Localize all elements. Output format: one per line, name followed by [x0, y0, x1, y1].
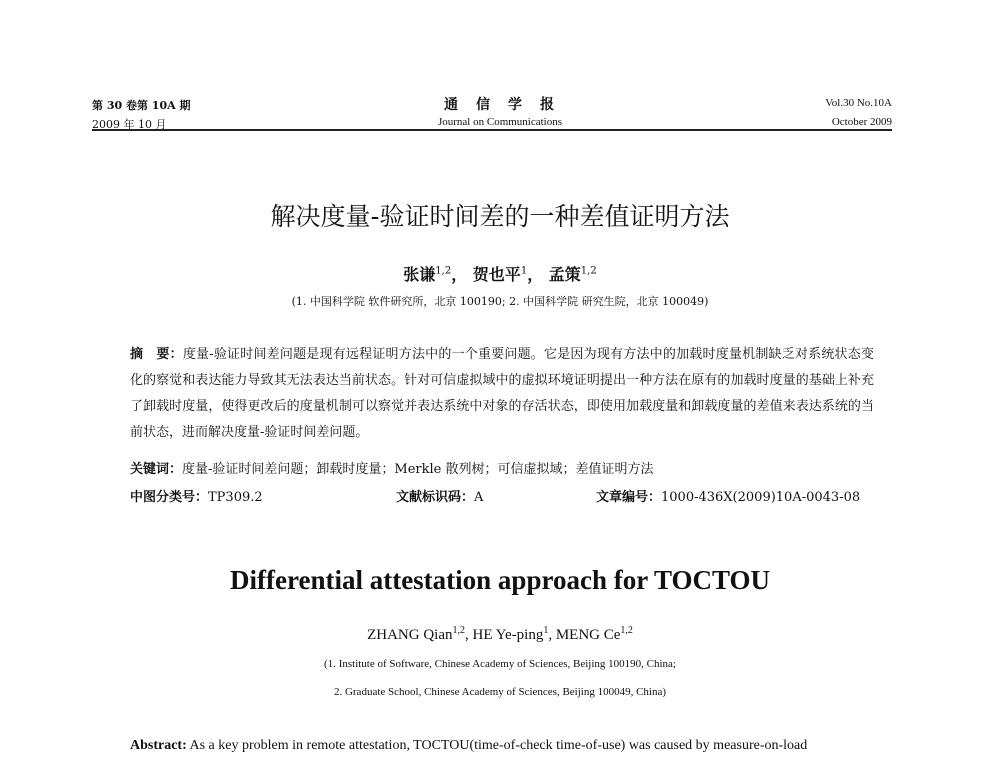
journal-date-cn: 2009 年 10 月 [92, 118, 167, 131]
abstract-text-en: As a key problem in remote attestation, TOCTOU(time-of-check time-of-use) was caused by measure-on-load [189, 738, 808, 753]
journal-name-cn: 通 信 学 报 [444, 97, 556, 113]
abstract-label-cn: 摘 要： [130, 347, 183, 362]
author-en: HE Ye-ping$^1$, [472, 625, 556, 643]
keywords-text-cn: 度量-验证时间差问题；卸载时度量；Merkle 散列树；可信虚拟域；差值证明方法 [182, 462, 654, 477]
abstract-label-en: Abstract: [130, 738, 187, 753]
journal-volume-cn: 第 30 卷第 10A 期 [92, 99, 191, 112]
header-rule [92, 129, 892, 131]
journal-name-en: Journal on Communications [437, 116, 563, 128]
journal-date-en: October 2009 [831, 116, 892, 128]
article-number: 文章编号：1000-436X(2009)10A-0043-08 [596, 490, 861, 505]
author-cn: 张谦$^{1,2}$， [403, 265, 468, 284]
authors-cn [0, 262, 1000, 285]
author-en: MENG Ce$^{1,2}$ [555, 625, 633, 643]
author-cn: 贺也平$^1$， [472, 265, 544, 284]
paper-title-cn: 解决度量-验证时间差的一种差值证明方法 [270, 202, 730, 231]
affiliation-cn: (1. 中国科学院 软件研究所，北京 100190; 2. 中国科学院 研究生院，北京 100049) [291, 295, 709, 308]
abstract-en [130, 738, 807, 754]
keywords-cn [130, 458, 654, 477]
authors-en [0, 625, 1000, 644]
affiliation-en-line2: 2. Graduate School, Chinese Academy of Sciences, Beijing 100049, China) [333, 686, 667, 698]
author-cn: 孟策$^{1,2}$ [548, 265, 597, 284]
paper-title-en: Differential attestation approach for TOCTOU [230, 565, 770, 595]
clc-number: 中图分类号：TP309.2 [130, 490, 263, 505]
author-en: ZHANG Qian$^{1,2}$, [367, 625, 473, 643]
keywords-label-cn: 关键词： [130, 462, 183, 477]
document-code: 文献标识码：A [396, 490, 484, 505]
abstract-text-cn: 度量-验证时间差问题是现有远程证明方法中的一个重要问题。它是因为现有方法中的加载时度量机制缺乏对系统状态变化的察觉和表达能力导致其无法表达当前状态。针对可信虚拟域中的虚拟环境证明提出一种方法在原有的加载时度量的基础上补充了卸载时度量，使得更改后的度量机制可以察觉并表达系统中对象的存活状态，即使用加载度量和卸载度量的差值来表达系统的当前状态，进而解决度量-验证时间差问题。 [130, 347, 874, 440]
journal-volume-en: Vol.30 No.10A [825, 97, 892, 109]
abstract-cn [130, 342, 874, 446]
affiliation-en-line1: (1. Institute of Software, Chinese Academy of Sciences, Beijing 100190, China; [324, 658, 676, 670]
